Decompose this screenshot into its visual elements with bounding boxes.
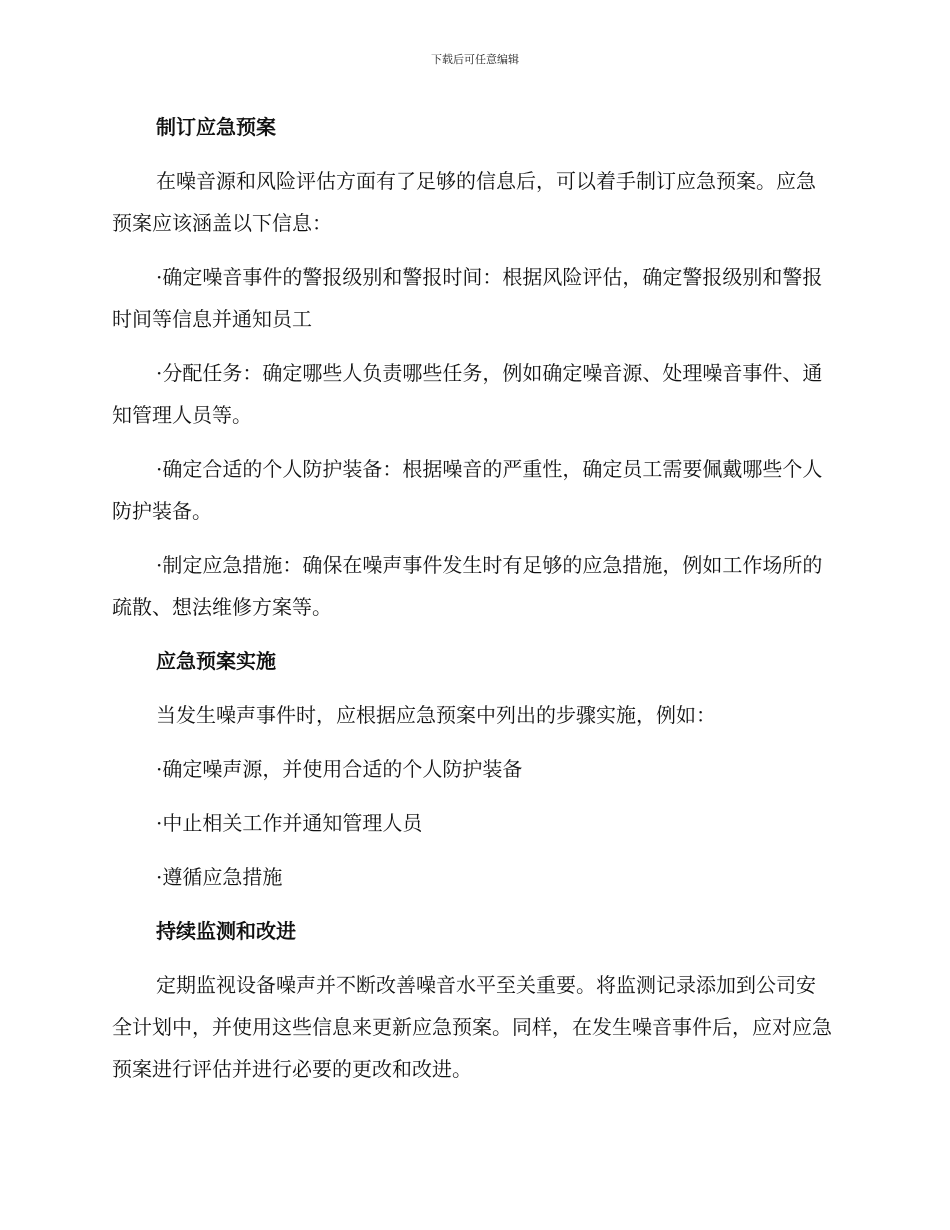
bullet-stop-work: ·中止相关工作并通知管理人员 [156, 811, 423, 835]
paragraph-implementation-intro: 当发生噪声事件时，应根据应急预案中列出的步骤实施，例如： [156, 703, 716, 727]
header-note: 下载后可任意编辑 [431, 53, 519, 66]
bullet-follow-measures: ·遵循应急措施 [156, 865, 283, 889]
bullet-alert-level: ·确定噪音事件的警报级别和警报时间：根据风险评估，确定警报级别和警报时间等信息并通知员工 [112, 265, 823, 331]
bullet-emergency-measures: ·制定应急措施：确保在噪声事件发生时有足够的应急措施，例如工作场所的疏散、想法维修方案等。 [112, 553, 823, 619]
bullet-identify-source: ·确定噪声源，并使用合适的个人防护装备 [156, 757, 523, 781]
document-body [112, 106, 832, 1090]
paragraph-monitoring: 定期监视设备噪声并不断改善噪音水平至关重要。将监测记录添加到公司安全计划中，并使用这些信息来更新应急预案。同样，在发生噪音事件后，应对应急预案进行评估并进行必要的更改和改进。 [112, 973, 832, 1081]
bullet-protective-equipment: ·确定合适的个人防护装备：根据噪音的严重性，确定员工需要佩戴哪些个人防护装备。 [112, 457, 823, 523]
paragraph-plan-intro: 在噪音源和风险评估方面有了足够的信息后，可以着手制订应急预案。应急预案应该涵盖以下信息： [112, 169, 816, 235]
section-heading-plan-implementation: 应急预案实施 [156, 649, 276, 673]
section-heading-monitoring-improvement: 持续监测和改进 [156, 919, 296, 943]
bullet-assign-tasks: ·分配任务：确定哪些人负责哪些任务，例如确定噪音源、处理噪音事件、通知管理人员等。 [112, 361, 823, 427]
section-heading-emergency-plan: 制订应急预案 [156, 115, 276, 139]
